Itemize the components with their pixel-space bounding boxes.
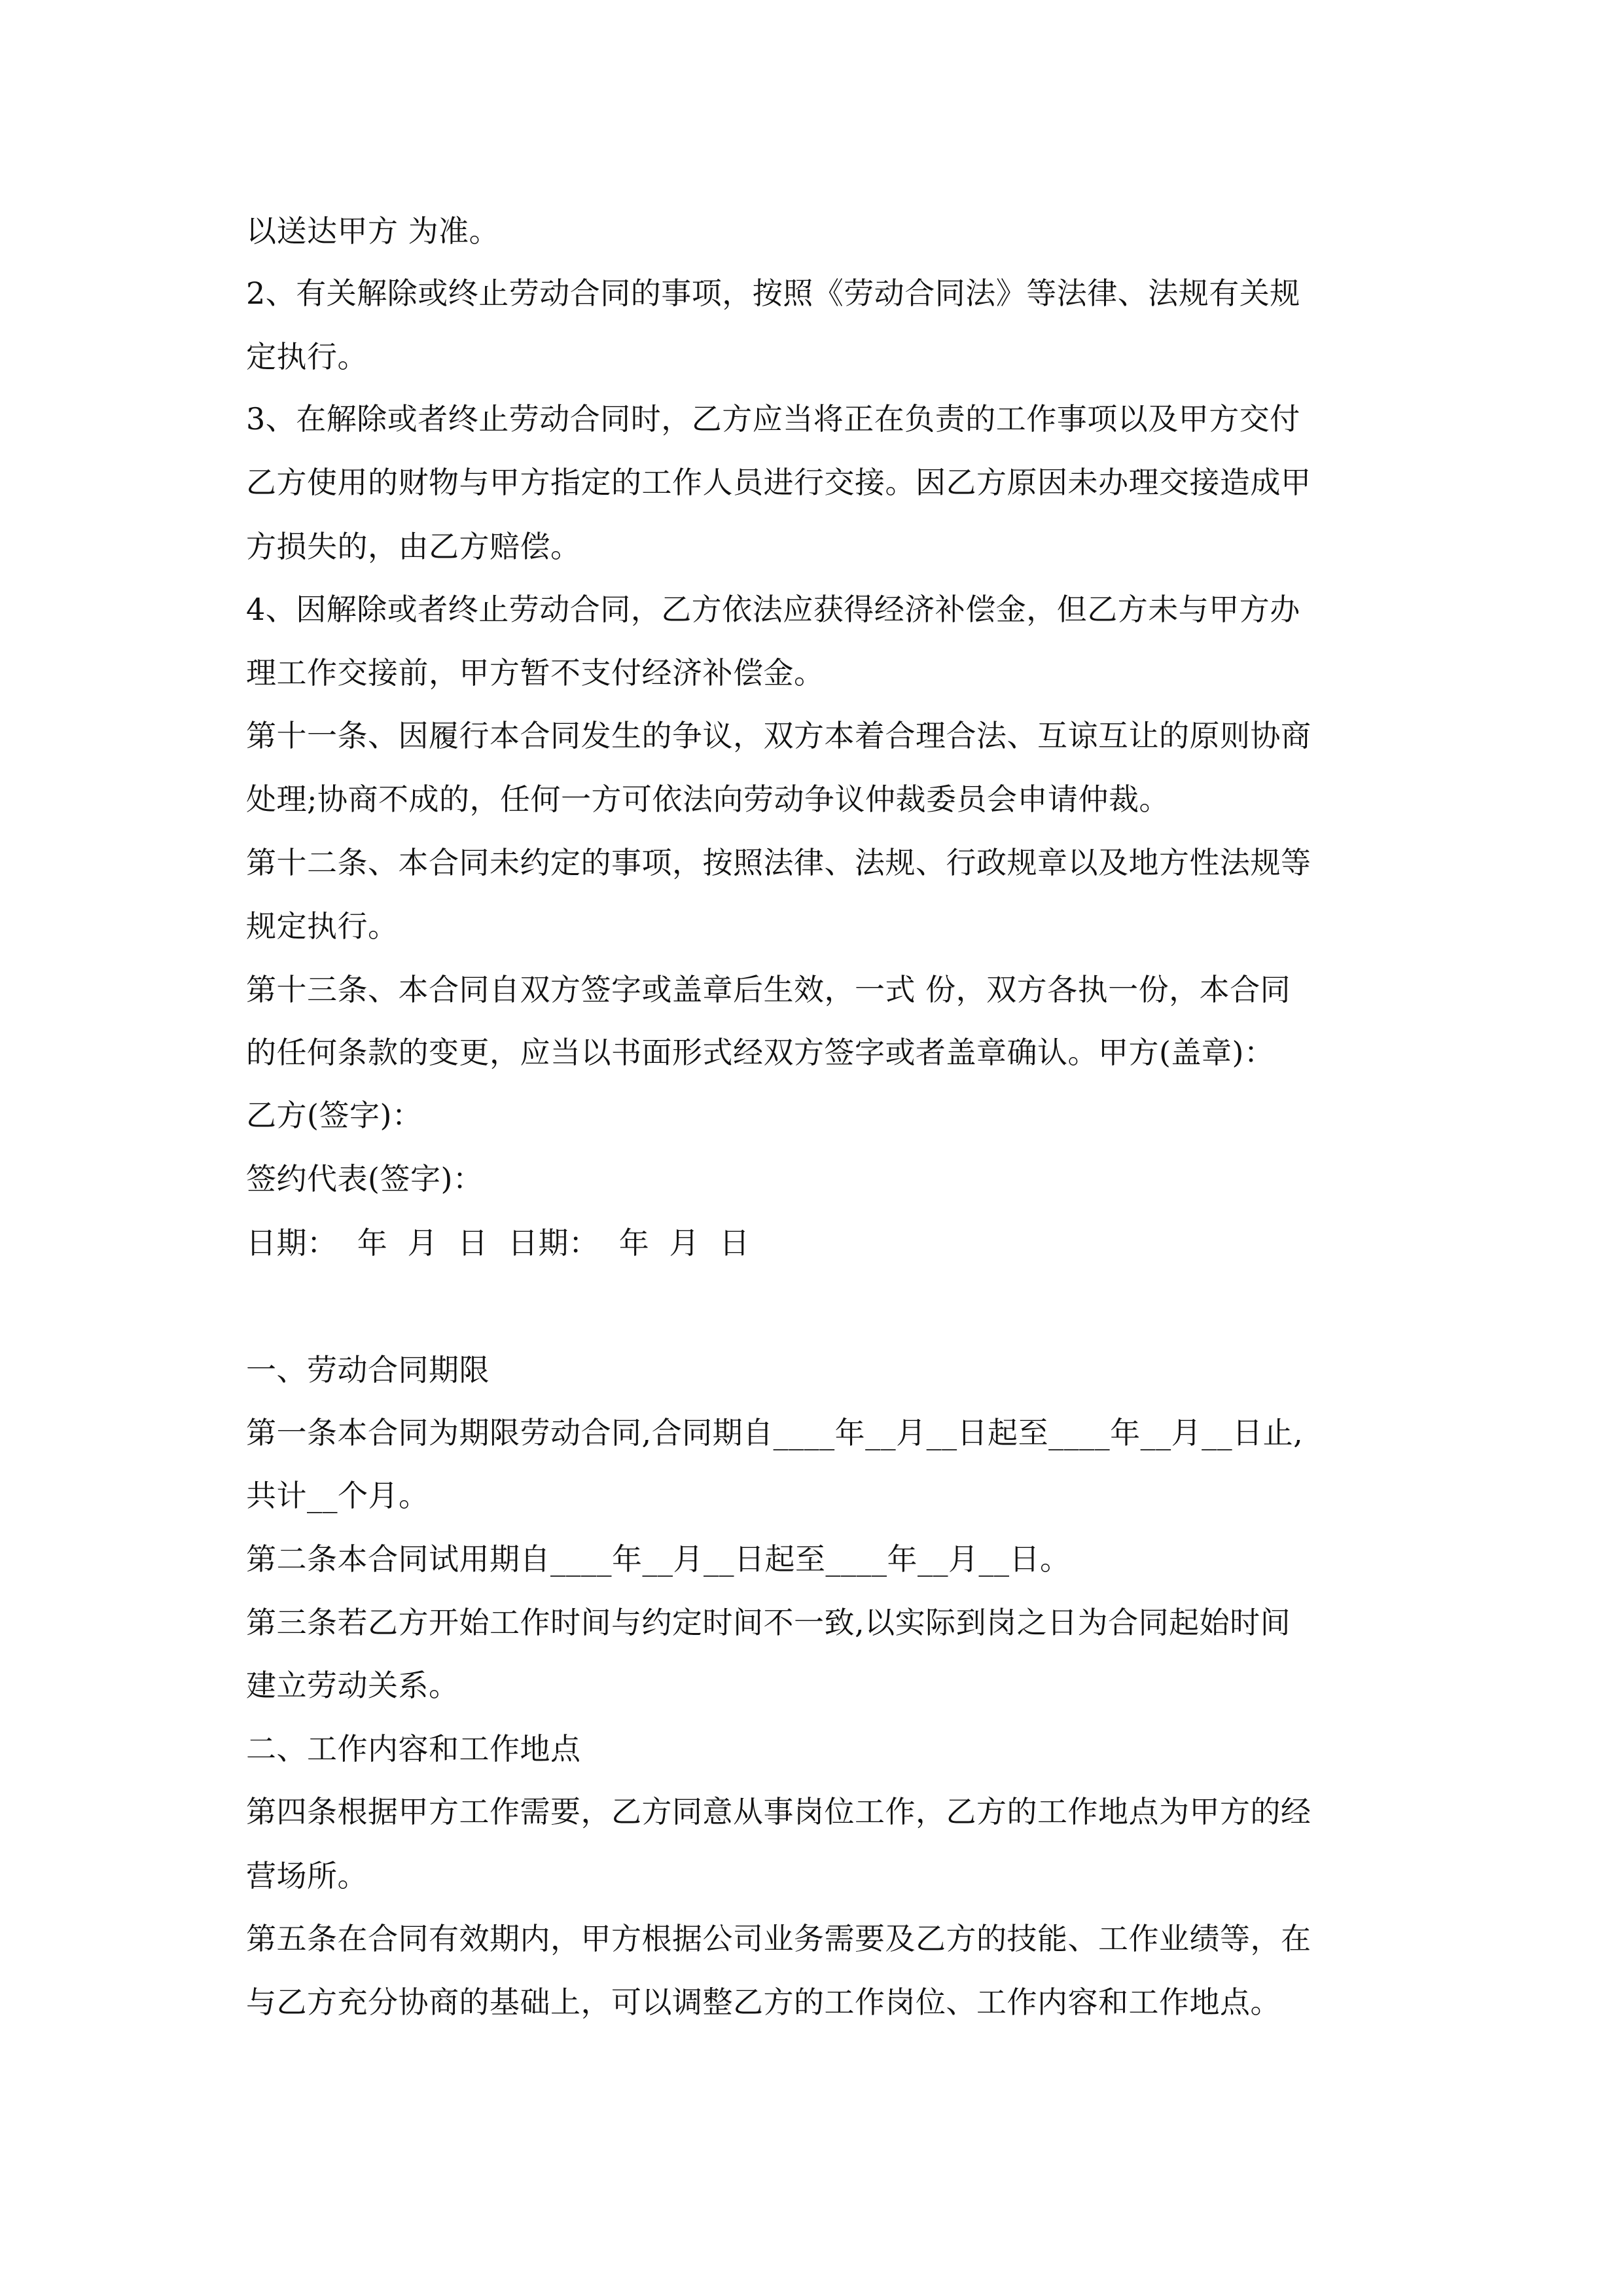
text-line: 以送达甲方 为准。 — [246, 213, 500, 249]
text-line: 日期： 年 月 日 日期： 年 月 日 — [246, 1225, 750, 1261]
text-line: 处理;协商不成的，任何一方可依法向劳动争议仲裁委员会申请仲裁。 — [246, 781, 1169, 817]
text-line: 签约代表(签字)： — [246, 1161, 484, 1196]
text-line: 2、有关解除或终止劳动合同的事项，按照《劳动合同法》等法律、法规有关规 — [246, 276, 1300, 311]
text-line: 定执行。 — [246, 339, 368, 374]
text-line: 方损失的，由乙方赔偿。 — [246, 529, 581, 564]
text-line: 第五条在合同有效期内，甲方根据公司业务需要及乙方的技能、工作业绩等，在 — [246, 1921, 1311, 1956]
text-line: 与乙方充分协商的基础上，可以调整乙方的工作岗位、工作内容和工作地点。 — [246, 1984, 1281, 2020]
text-line: 乙方使用的财物与甲方指定的工作人员进行交接。因乙方原因未办理交接造成甲 — [246, 465, 1311, 500]
text-line: 第十三条、本合同自双方签字或盖章后生效，一式 份，双方各执一份，本合同 — [246, 972, 1291, 1007]
text-line: 乙方(签字)： — [246, 1098, 423, 1133]
text-line: 第十一条、因履行本合同发生的争议，双方本着合理合法、互谅互让的原则协商 — [246, 718, 1311, 753]
text-line: 共计__个月。 — [246, 1478, 429, 1513]
section-heading: 二、工作内容和工作地点 — [246, 1731, 581, 1767]
text-line: 理工作交接前，甲方暂不支付经济补偿金。 — [246, 655, 825, 691]
text-line: 第四条根据甲方工作需要，乙方同意从事岗位工作，乙方的工作地点为甲方的经 — [246, 1794, 1311, 1829]
text-line: 的任何条款的变更，应当以书面形式经双方签字或者盖章确认。甲方(盖章)： — [246, 1035, 1275, 1070]
text-line: 第十二条、本合同未约定的事项，按照法律、法规、行政规章以及地方性法规等 — [246, 845, 1311, 880]
text-line: 营场所。 — [246, 1858, 368, 1893]
section-heading: 一、劳动合同期限 — [246, 1352, 490, 1388]
text-line: 第二条本合同试用期自____年__月__日起至____年__月__日。 — [246, 1541, 1071, 1577]
text-line: 第三条若乙方开始工作时间与约定时间不一致,以实际到岗之日为合同起始时间 — [246, 1605, 1291, 1640]
text-line: 3、在解除或者终止劳动合同时，乙方应当将正在负责的工作事项以及甲方交付 — [246, 401, 1300, 437]
text-line: 第一条本合同为期限劳动合同,合同期自____年__月__日起至____年__月__日止, — [246, 1415, 1304, 1450]
text-line: 4、因解除或者终止劳动合同，乙方依法应获得经济补偿金，但乙方未与甲方办 — [246, 592, 1300, 627]
text-line: 建立劳动关系。 — [246, 1668, 459, 1703]
text-line: 规定执行。 — [246, 908, 399, 944]
